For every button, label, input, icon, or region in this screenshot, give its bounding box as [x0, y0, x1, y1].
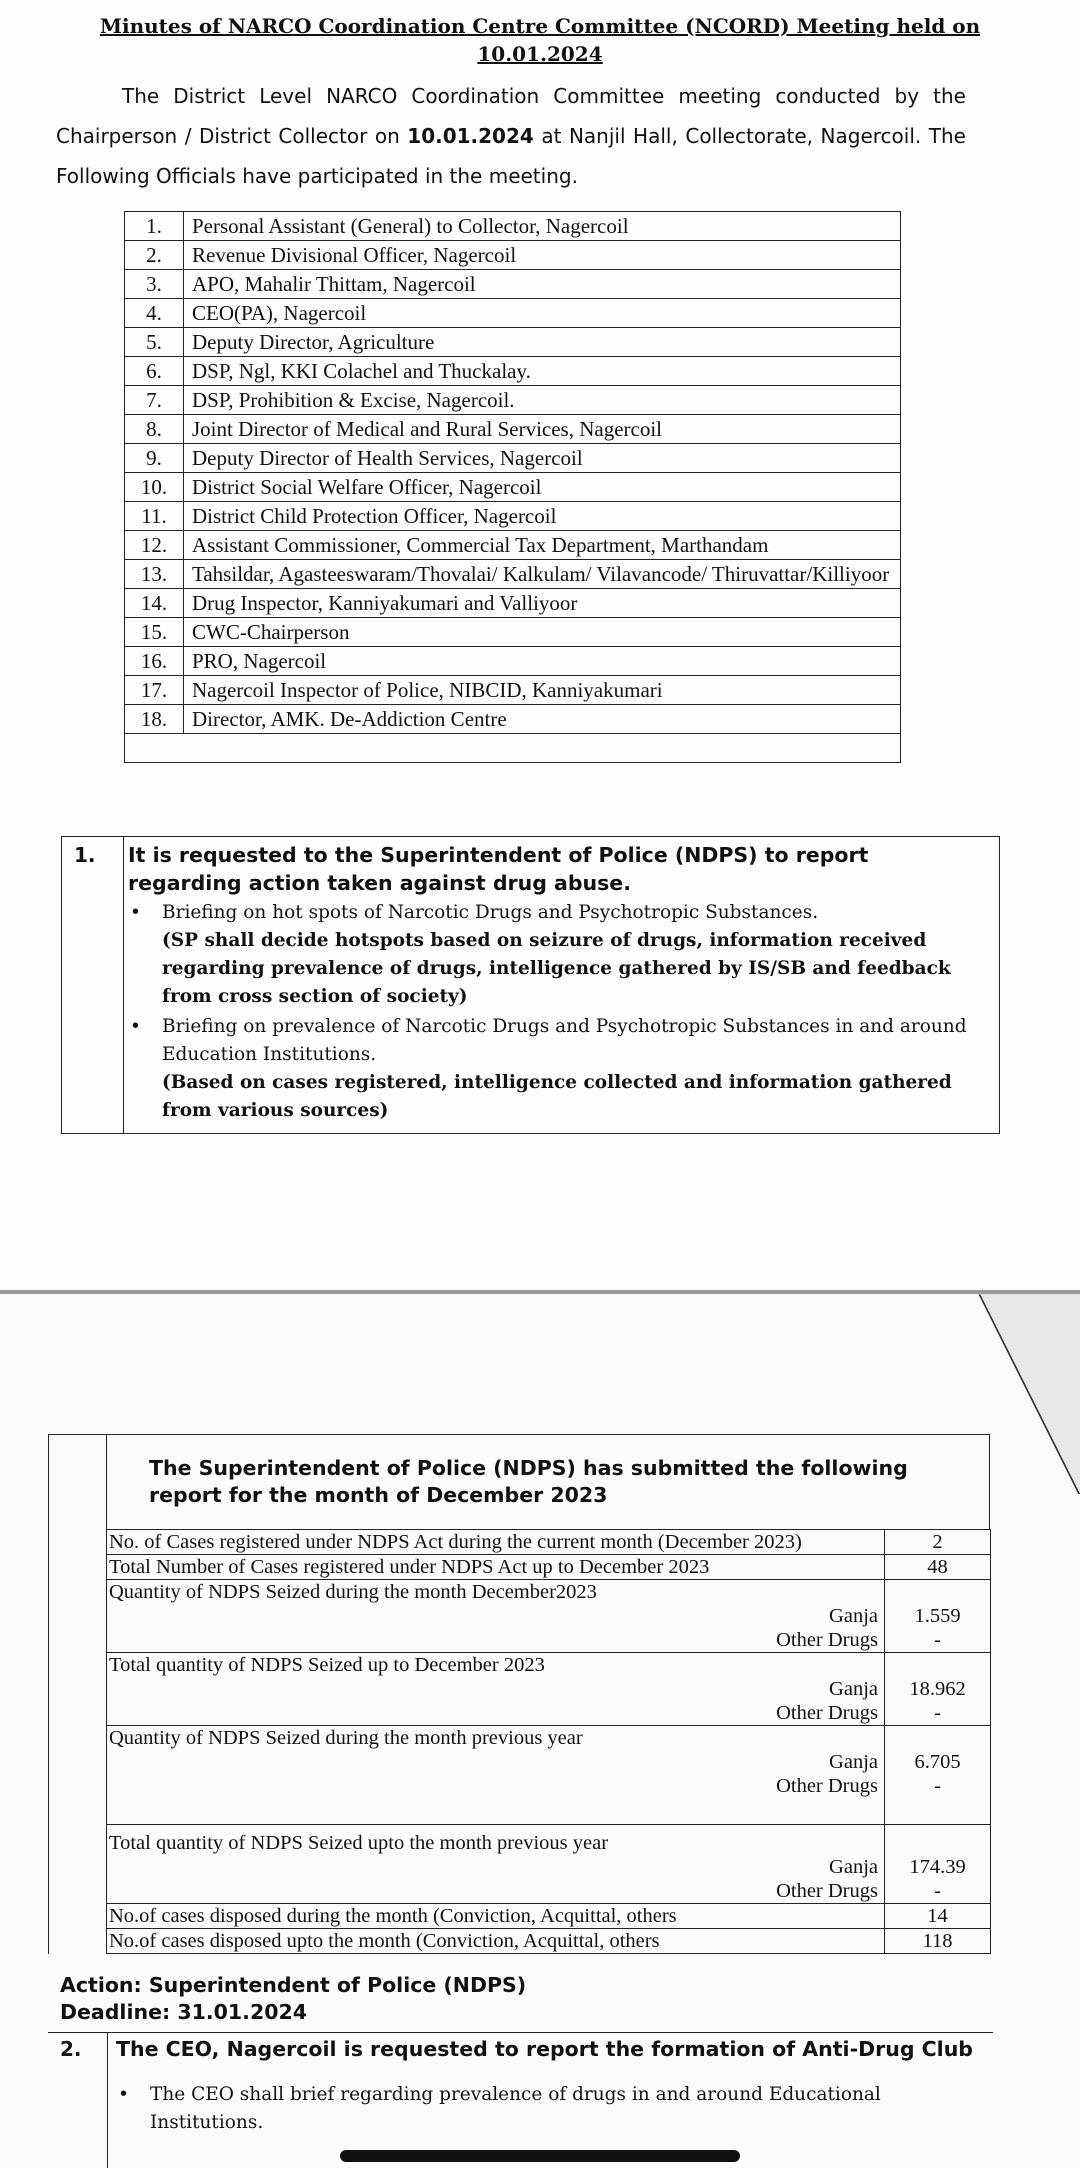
official-designation: District Social Welfare Officer, Nagercoil: [184, 473, 901, 502]
other-drugs-label: Other Drugs: [776, 1775, 878, 1797]
ganja-label: Ganja: [829, 1605, 878, 1627]
official-number: 10.: [125, 473, 184, 502]
official-row: [125, 589, 901, 618]
official-row: [125, 618, 901, 647]
official-designation: CEO(PA), Nagercoil: [184, 299, 901, 328]
official-number: 6.: [125, 357, 184, 386]
official-row: [125, 270, 901, 299]
report-row: [49, 1929, 991, 1954]
official-number: 8.: [125, 415, 184, 444]
agenda-item-2: [48, 2032, 993, 2168]
report-row-label: No. of Cases registered under NDPS Act during the current month (December 2023): [107, 1530, 885, 1555]
official-number: 15.: [125, 618, 184, 647]
report-row-label-text: Quantity of NDPS Seized during the month December2023: [109, 1581, 597, 1603]
official-row: [125, 473, 901, 502]
report-row-label: Total Number of Cases registered under NDPS Act up to December 2023: [107, 1555, 885, 1580]
official-number: 5.: [125, 328, 184, 357]
official-number: 16.: [125, 647, 184, 676]
official-designation: Personal Assistant (General) to Collector, Nagercoil: [184, 212, 901, 241]
minutes-title-date: 10.01.2024: [477, 42, 603, 66]
report-row-value: 48: [885, 1555, 991, 1580]
official-number: 13.: [125, 560, 184, 589]
agenda-item-2-heading: The CEO, Nagercoil is requested to report the formation of Anti-Drug Club: [116, 2037, 973, 2061]
report-row: [49, 1555, 991, 1580]
report-row-label: [107, 1825, 885, 1904]
official-designation: Deputy Director of Health Services, Nagercoil: [184, 444, 901, 473]
ganja-quantity: 174.39: [909, 1856, 966, 1878]
official-designation: Joint Director of Medical and Rural Services, Nagercoil: [184, 415, 901, 444]
page-fold-shadow-icon: [976, 1294, 1080, 1494]
action-block: [60, 1972, 526, 2026]
official-designation: Assistant Commissioner, Commercial Tax Department, Marthandam: [184, 531, 901, 560]
report-row-label: No.of cases disposed upto the month (Conviction, Acquittal, others: [107, 1929, 885, 1954]
agenda-item-1-bullet-2: [128, 1013, 988, 1069]
agenda-item-2-bullet-1-text: The CEO shall brief regarding prevalence of drugs in and around Educational Institutions.: [150, 2084, 881, 2133]
official-number: 11.: [125, 502, 184, 531]
intro-paragraph: [56, 76, 966, 196]
official-number: 7.: [125, 386, 184, 415]
official-row: [125, 502, 901, 531]
official-row: [125, 560, 901, 589]
report-heading-cell: [48, 1434, 990, 1530]
other-drugs-quantity: -: [934, 1629, 941, 1651]
other-drugs-quantity: -: [934, 1775, 941, 1797]
other-drugs-label: Other Drugs: [776, 1702, 878, 1724]
agenda-item-1-number-cell: [62, 837, 124, 1133]
official-number: 1.: [125, 212, 184, 241]
official-designation: Revenue Divisional Officer, Nagercoil: [184, 241, 901, 270]
official-designation: Nagercoil Inspector of Police, NIBCID, Kanniyakumari: [184, 676, 901, 705]
bullet-dot-icon: •: [130, 1016, 141, 1037]
report-row-label: [107, 1653, 885, 1726]
report-heading: The Superintendent of Police (NDPS) has submitted the following report for the month of December 2023: [149, 1456, 908, 1507]
other-drugs-label: Other Drugs: [776, 1629, 878, 1651]
agenda-item-1-heading: It is requested to the Superintendent of Police (NDPS) to report regarding action taken against drug abuse.: [128, 843, 869, 895]
ganja-label: Ganja: [829, 1678, 878, 1700]
action-deadline: Deadline: 31.01.2024: [60, 2000, 308, 2024]
agenda-item-2-bullet-1: [116, 2081, 986, 2137]
official-row: [125, 415, 901, 444]
ganja-label: Ganja: [829, 1751, 878, 1773]
report-row-label: No.of cases disposed during the month (Conviction, Acquittal, others: [107, 1904, 885, 1929]
official-number: 2.: [125, 241, 184, 270]
official-row: [125, 444, 901, 473]
official-number: 12.: [125, 531, 184, 560]
official-designation: Director, AMK. De-Addiction Centre: [184, 705, 901, 734]
official-number: 17.: [125, 676, 184, 705]
report-row: [49, 1530, 991, 1555]
official-row: [125, 676, 901, 705]
agenda-item-1-note-2: (Based on cases registered, intelligence collected and information gathered from various sources): [162, 1072, 952, 1121]
other-drugs-quantity: -: [934, 1880, 941, 1902]
official-designation: DSP, Ngl, KKI Colachel and Thuckalay.: [184, 357, 901, 386]
official-row: [125, 386, 901, 415]
official-row: [125, 299, 901, 328]
agenda-item-2-number: 2.: [60, 2037, 82, 2061]
official-designation: Tahsildar, Agasteeswaram/Thovalai/ Kalkulam/ Vilavancode/ Thiruvattar/Killiyoor: [184, 560, 901, 589]
report-row-label-text: Total quantity of NDPS Seized up to December 2023: [109, 1654, 545, 1676]
report-row-value: 2: [885, 1530, 991, 1555]
official-designation: APO, Mahalir Thittam, Nagercoil: [184, 270, 901, 299]
report-row-label-text: Total quantity of NDPS Seized upto the month previous year: [109, 1832, 609, 1854]
bullet-dot-icon: •: [118, 2084, 129, 2105]
report-row: [49, 1904, 991, 1929]
official-row: [125, 531, 901, 560]
report-row-value: 14: [885, 1904, 991, 1929]
report-rows: [48, 1529, 991, 1954]
official-designation: PRO, Nagercoil: [184, 647, 901, 676]
official-row: [125, 241, 901, 270]
intro-text-end: at Nanjil Hall, Collectorate, Nagercoil. The Following Officials have participated in the meeting.: [56, 124, 966, 188]
official-row-empty: [125, 734, 901, 763]
ganja-quantity: 1.559: [914, 1605, 961, 1627]
report-row: [49, 1726, 991, 1825]
report-row-value: 118: [885, 1929, 991, 1954]
report-row: [49, 1580, 991, 1653]
intro-meeting-date: 10.01.2024: [407, 124, 534, 148]
official-row: [125, 357, 901, 386]
agenda-item-1-note-1: (SP shall decide hotspots based on seizure of drugs, information received regarding prevalence of drugs, intelligence gathered by IS/SB and feedback from cross section of society): [162, 930, 951, 1007]
official-number: 14.: [125, 589, 184, 618]
official-row: [125, 705, 901, 734]
official-number: 9.: [125, 444, 184, 473]
official-number: 4.: [125, 299, 184, 328]
report-row-label-text: Quantity of NDPS Seized during the month previous year: [109, 1727, 583, 1749]
report-row-value: [885, 1653, 991, 1726]
document-page-2: [0, 1294, 1080, 2168]
action-owner: Action: Superintendent of Police (NDPS): [60, 1973, 527, 1997]
report-row-label: [107, 1580, 885, 1653]
official-row: [125, 212, 901, 241]
agenda-item-1-bullet-1: [128, 899, 988, 927]
agenda-item-1: [61, 836, 1000, 1134]
horizontal-scrollbar[interactable]: [340, 2150, 740, 2162]
other-drugs-quantity: -: [934, 1702, 941, 1724]
official-designation: CWC-Chairperson: [184, 618, 901, 647]
official-designation: DSP, Prohibition & Excise, Nagercoil.: [184, 386, 901, 415]
official-designation: Deputy Director, Agriculture: [184, 328, 901, 357]
report-row: [49, 1653, 991, 1726]
report-row-label: [107, 1726, 885, 1825]
report-row-value: [885, 1726, 991, 1825]
intro-text-start: The District Level NARCO Coordination Committee meeting conducted by the Chairperson / District Collector on: [56, 84, 966, 148]
official-designation: Drug Inspector, Kanniyakumari and Valliyoor: [184, 589, 901, 618]
official-designation: District Child Protection Officer, Nagercoil: [184, 502, 901, 531]
other-drugs-label: Other Drugs: [776, 1880, 878, 1902]
report-row: [49, 1825, 991, 1904]
ganja-quantity: 6.705: [914, 1751, 961, 1773]
ganja-quantity: 18.962: [909, 1678, 966, 1700]
minutes-title: Minutes of NARCO Coordination Centre Committee (NCORD) Meeting held on: [99, 14, 981, 38]
report-row-value: [885, 1580, 991, 1653]
officials-table: [124, 211, 901, 763]
official-number: 18.: [125, 705, 184, 734]
report-row-value: [885, 1825, 991, 1904]
ganja-label: Ganja: [829, 1856, 878, 1878]
agenda-item-1-number: 1.: [74, 843, 96, 867]
bullet-dot-icon: •: [130, 902, 141, 923]
official-number: 3.: [125, 270, 184, 299]
official-row: [125, 328, 901, 357]
agenda-item-1-bullet-2-text: Briefing on prevalence of Narcotic Drugs and Psychotropic Substances in and around Education Institutions.: [162, 1016, 967, 1065]
agenda-item-2-number-cell: [48, 2033, 108, 2168]
official-row: [125, 647, 901, 676]
agenda-item-1-bullet-1-text: Briefing on hot spots of Narcotic Drugs and Psychotropic Substances.: [162, 902, 819, 923]
